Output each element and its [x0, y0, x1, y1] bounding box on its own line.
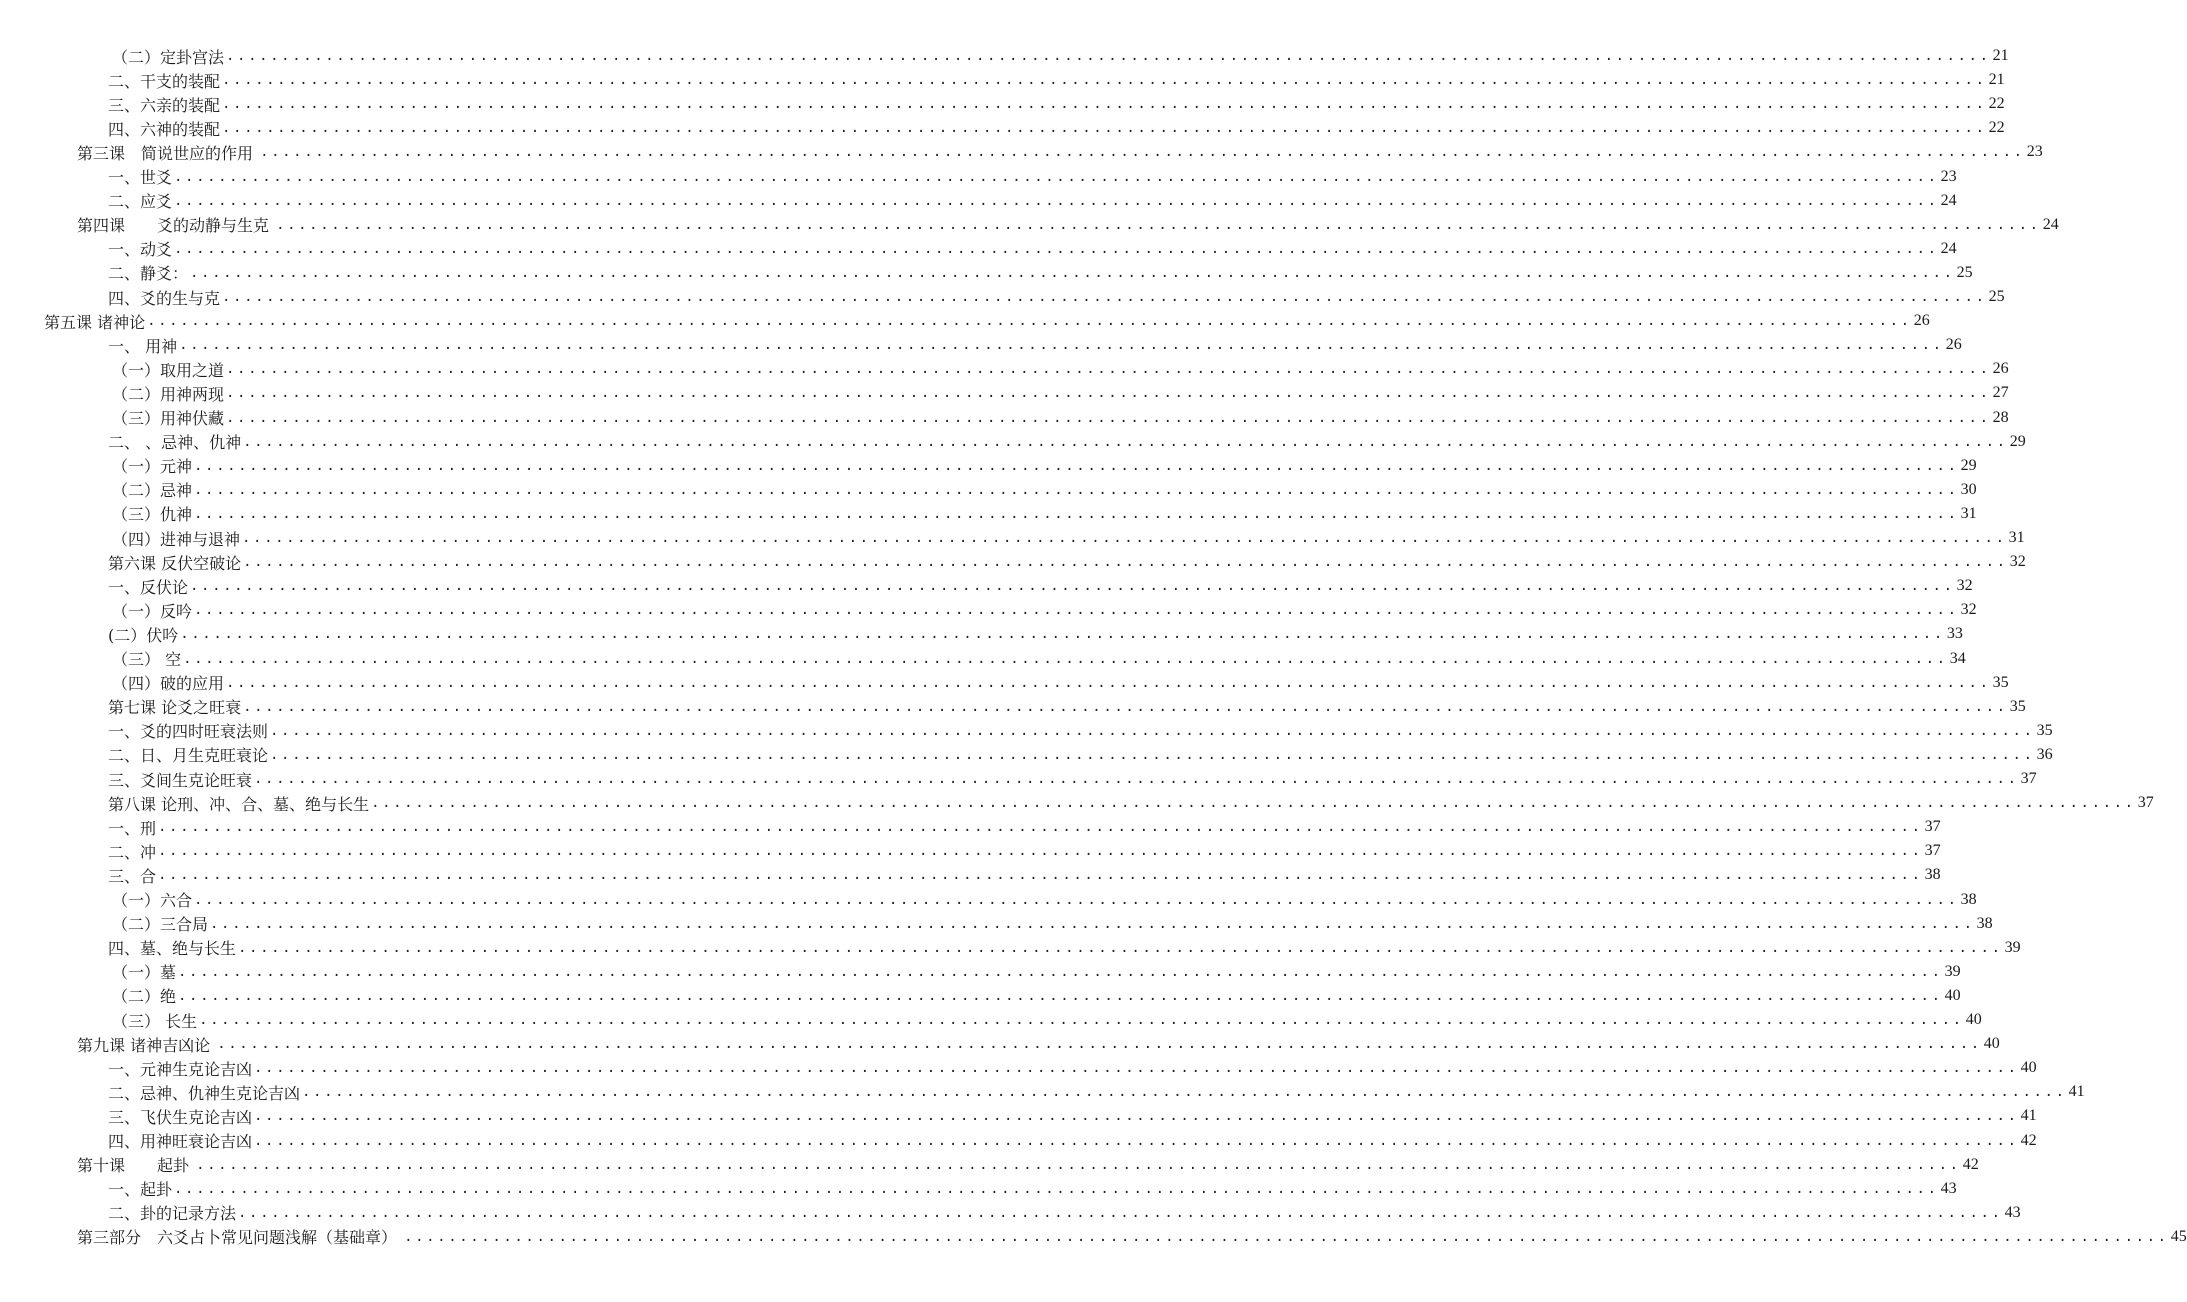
toc-entry-title: 一、反伏论	[108, 577, 189, 597]
toc-dot-leader: ................................................................................................................................................................	[183, 650, 1948, 667]
toc-dot-leader: ................................................................................................................................................................	[217, 1036, 1982, 1053]
toc-page-number: 29	[2009, 432, 2026, 450]
toc-page-number: 41	[2068, 1083, 2085, 1101]
toc-entry-title: 二、日、月生克旺衰论	[108, 746, 269, 766]
toc-entry[interactable]	[112, 406, 2009, 430]
toc-page-number: 21	[1988, 71, 2005, 89]
toc-entry-title: 一、 用神	[108, 336, 178, 356]
toc-entry-title: 二、干支的装配	[108, 71, 221, 91]
toc-dot-leader: ................................................................................................................................................................	[158, 843, 1923, 860]
toc-page-number: 38	[1976, 914, 1993, 932]
toc-entry-title: 四、用神旺衰论吉凶	[108, 1132, 253, 1151]
toc-entry[interactable]	[112, 381, 2009, 405]
toc-dot-leader: ................................................................................................................................................................	[158, 867, 1923, 884]
toc-entry-title: 三、合	[108, 866, 157, 886]
toc-dot-leader: ................................................................................................................................................................	[254, 1108, 2019, 1125]
toc-page-number: 35	[2036, 721, 2053, 739]
toc-page-number: 35	[2009, 697, 2026, 715]
toc-entry[interactable]	[108, 430, 2026, 454]
toc-page-number: 23	[1940, 167, 1957, 185]
toc-entry-title: （一）取用之道	[112, 360, 225, 380]
toc-entry-title: （一）反吟	[112, 601, 193, 621]
toc-dot-leader: ................................................................................................................................................................	[260, 144, 2025, 161]
toc-entry[interactable]	[112, 598, 1977, 622]
toc-page-number: 42	[2020, 1131, 2037, 1149]
toc-entry-title: (二）伏吟	[108, 625, 179, 645]
toc-entry[interactable]	[108, 1201, 2021, 1225]
toc-entry[interactable]	[108, 1129, 2037, 1153]
toc-page-number: 28	[1992, 408, 2009, 426]
toc-page-number: 24	[2042, 215, 2059, 233]
toc-page-number: 40	[1944, 986, 1961, 1004]
toc-dot-leader: ................................................................................................................................................................	[226, 674, 1991, 691]
toc-entry[interactable]	[112, 454, 1977, 478]
toc-page-number: 35	[1992, 673, 2009, 691]
toc-dot-leader: ................................................................................................................................................................	[243, 698, 2008, 715]
toc-entry-title: （三） 空	[112, 650, 182, 669]
toc-entry-title: 三、六亲的装配	[108, 95, 221, 115]
toc-dot-leader: ................................................................................................................................................................	[147, 313, 1912, 330]
toc-dot-leader: ................................................................................................................................................................	[302, 1084, 2067, 1101]
toc-dot-leader: ................................................................................................................................................................	[210, 915, 1975, 932]
toc-page-number: 31	[1960, 504, 1977, 522]
toc-dot-leader: ................................................................................................................................................................	[242, 530, 2007, 546]
toc-dot-leader: ................................................................................................................................................................	[190, 578, 1955, 595]
toc-entry[interactable]	[112, 478, 1977, 502]
toc-dot-leader: ................................................................................................................................................................	[270, 722, 2035, 739]
toc-entry[interactable]	[108, 574, 1973, 598]
toc-entry-title: 二、忌神、仇神生克论吉凶	[108, 1083, 301, 1103]
toc-dot-leader: ................................................................................................................................................................	[254, 1060, 2019, 1077]
toc-entry-title: 二、 、忌神、仇神	[108, 433, 242, 453]
toc-entry[interactable]	[112, 671, 2009, 695]
toc-page-number: 32	[1960, 601, 1977, 619]
toc-entry-title: 二、卦的记录方法	[108, 1204, 237, 1224]
toc-page-number: 25	[1988, 288, 2005, 305]
toc-entry[interactable]	[108, 936, 2021, 960]
toc-dot-leader: ................................................................................................................................................................	[174, 168, 1939, 185]
toc-dot-leader: ................................................................................................................................................................	[222, 120, 1987, 137]
toc-entry[interactable]	[77, 213, 2059, 237]
toc-entry[interactable]	[108, 863, 1941, 887]
toc-page-number: 21	[1992, 47, 2009, 64]
toc-entry-title: 一、世爻	[108, 168, 173, 187]
toc-dot-leader: ................................................................................................................................................................	[190, 264, 1955, 281]
toc-entry-title: 第四课 爻的动静与生克	[77, 216, 275, 236]
toc-dot-leader: ................................................................................................................................................................	[222, 289, 1987, 305]
toc-dot-leader: ................................................................................................................................................................	[371, 795, 2136, 812]
toc-entry[interactable]	[112, 1008, 1982, 1032]
toc-entry-title: 第八课 论刑、冲、合、墓、绝与长生	[108, 794, 370, 814]
toc-dot-leader: ................................................................................................................................................................	[196, 1156, 1961, 1173]
toc-entry[interactable]	[77, 1225, 2187, 1249]
toc-entry-title: 第十课 起卦	[77, 1156, 195, 1176]
toc-dot-leader: ................................................................................................................................................................	[276, 216, 2041, 233]
toc-page-number: 32	[1956, 577, 1973, 595]
toc-dot-leader: ................................................................................................................................................................	[238, 939, 2003, 956]
toc-page-number: 32	[2009, 553, 2026, 571]
toc-entry[interactable]	[112, 44, 2009, 68]
toc-dot-leader: ................................................................................................................................................................	[226, 48, 1991, 64]
toc-page-number: 38	[1960, 890, 1977, 908]
toc-entry-title: （三）用神伏藏	[112, 409, 225, 428]
toc-entry-title: 四、墓、绝与长生	[108, 939, 237, 959]
toc-page-number: 27	[1992, 384, 2009, 402]
toc-entry-title: 第三部分 六爻占卜常见问题浅解（基础章）	[77, 1228, 403, 1248]
toc-entry[interactable]	[108, 165, 1957, 189]
toc-dot-leader: ................................................................................................................................................................	[179, 337, 1944, 354]
toc-entry-title: （三）仇神	[112, 505, 193, 525]
toc-dot-leader: ................................................................................................................................................................	[174, 1180, 1939, 1197]
toc-entry-title: （四）进神与退神	[112, 529, 241, 549]
toc-dot-leader: ................................................................................................................................................................	[226, 361, 1991, 378]
toc-entry[interactable]	[112, 960, 1961, 984]
toc-page-number: 43	[1940, 1179, 1957, 1197]
toc-entry-title: 一、元神生克论吉凶	[108, 1059, 253, 1079]
toc-entry[interactable]	[108, 261, 1973, 285]
toc-page-number: 38	[1924, 866, 1941, 884]
toc-entry[interactable]	[108, 68, 2005, 92]
toc-entry[interactable]	[108, 116, 2005, 140]
toc-entry-title: 一、爻的四时旺衰法则	[108, 722, 269, 742]
toc-entry[interactable]	[108, 791, 2154, 815]
toc-page-number: 39	[1944, 962, 1961, 980]
toc-entry[interactable]	[108, 550, 2026, 574]
toc-entry-title: （二）绝	[112, 987, 177, 1007]
toc-dot-leader: ................................................................................................................................................................	[174, 192, 1939, 209]
toc-entry-title: 四、六神的装配	[108, 119, 221, 139]
toc-entry-title: （四）破的应用	[112, 674, 225, 694]
toc-entry-title: 二、静爻：	[108, 264, 189, 284]
toc-page-number: 39	[2004, 938, 2021, 956]
toc-dot-leader: ................................................................................................................................................................	[194, 505, 1959, 522]
toc-entry[interactable]	[108, 285, 2005, 309]
toc-entry[interactable]	[112, 984, 1961, 1008]
toc-page-number: 26	[1945, 336, 1962, 354]
toc-entry-title: （二）用神两现	[112, 384, 225, 404]
toc-entry[interactable]	[108, 839, 1941, 863]
toc-entry-title: 第七课 论爻之旺衰	[108, 698, 242, 718]
toc-entry[interactable]	[77, 1153, 1979, 1177]
toc-entry-title: 三、飞伏生克论吉凶	[108, 1107, 253, 1127]
toc-entry[interactable]	[108, 695, 2026, 719]
toc-page-number: 40	[2020, 1059, 2037, 1077]
toc-entry[interactable]	[112, 502, 1977, 526]
toc-dot-leader: ................................................................................................................................................................	[180, 626, 1945, 643]
toc-entry-title: （一）六合	[112, 891, 193, 910]
toc-entry[interactable]	[108, 92, 2005, 116]
toc-page-number: 37	[2137, 794, 2154, 812]
toc-entry-title: （二）三合局	[112, 915, 209, 935]
toc-page-number: 31	[2008, 529, 2025, 546]
toc-page-number: 37	[1924, 818, 1941, 836]
toc-page-number: 34	[1949, 649, 1966, 667]
toc-entry[interactable]	[112, 912, 1993, 936]
toc-dot-leader: ................................................................................................................................................................	[222, 96, 1987, 113]
toc-entry[interactable]	[108, 189, 1957, 213]
toc-page-number: 41	[2020, 1107, 2037, 1125]
toc-page-number: 45	[2170, 1227, 2187, 1245]
toc-page-number: 33	[1946, 625, 1963, 643]
toc-page-number: 36	[2036, 745, 2053, 763]
toc-dot-leader: ................................................................................................................................................................	[174, 240, 1939, 257]
toc-entry[interactable]	[108, 1056, 2037, 1080]
toc-entry[interactable]	[108, 767, 2037, 791]
toc-entry[interactable]	[108, 815, 1941, 839]
toc-entry[interactable]	[112, 647, 1966, 671]
toc-entry-title: 二、应爻	[108, 192, 173, 212]
toc-dot-leader: ................................................................................................................................................................	[194, 602, 1959, 619]
toc-page-number: 43	[2004, 1203, 2021, 1221]
toc-entry[interactable]	[77, 1032, 2000, 1056]
toc-page-number: 30	[1960, 480, 1977, 498]
toc-dot-leader: ................................................................................................................................................................	[178, 963, 1943, 980]
toc-page-number: 24	[1940, 191, 1957, 209]
toc-dot-leader: ................................................................................................................................................................	[238, 1204, 2003, 1221]
toc-entry[interactable]	[108, 1104, 2037, 1128]
toc-page-number: 22	[1988, 95, 2005, 113]
toc-entry-title: （三） 长生	[112, 1011, 198, 1031]
toc-dot-leader: ................................................................................................................................................................	[404, 1228, 2169, 1245]
toc-dot-leader: ................................................................................................................................................................	[222, 72, 1987, 89]
toc-entry-title: （二）忌神	[112, 481, 193, 501]
toc-entry[interactable]	[108, 1177, 1957, 1201]
toc-dot-leader: ................................................................................................................................................................	[243, 554, 2008, 571]
toc-page-number: 37	[2020, 770, 2037, 787]
toc-entry-title: 三、爻间生克论旺衰	[108, 770, 253, 790]
toc-entry[interactable]	[112, 526, 2025, 550]
toc-entry-title: 第六课 反伏空破论	[108, 553, 242, 573]
toc-entry[interactable]	[108, 743, 2053, 767]
toc-entry-title: （二）定卦宫法	[112, 47, 225, 67]
toc-entry-title: （一）墓	[112, 963, 177, 983]
toc-page-number: 23	[2026, 143, 2043, 161]
toc-entry-title: 第三课 简说世应的作用	[77, 143, 259, 163]
toc-entry-title: 一、刑	[108, 818, 157, 838]
toc-entry-title: （一）元神	[112, 457, 193, 477]
toc-dot-leader: ................................................................................................................................................................	[194, 481, 1959, 498]
toc-entry-title: 第五课 诸神论	[44, 312, 146, 332]
toc-entry-title: 二、冲	[108, 842, 157, 862]
toc-entry-title: 一、动爻	[108, 240, 173, 260]
toc-page-number: 37	[1924, 842, 1941, 860]
toc-dot-leader: ................................................................................................................................................................	[243, 433, 2008, 450]
toc-entry[interactable]	[108, 333, 1962, 357]
toc-page-number: 29	[1960, 456, 1977, 474]
toc-dot-leader: ................................................................................................................................................................	[194, 891, 1959, 908]
toc-page-number: 24	[1940, 239, 1957, 257]
toc-page-number: 40	[1983, 1035, 2000, 1053]
toc-page-number: 25	[1956, 263, 1973, 281]
toc-entry-title: 四、爻的生与克	[108, 288, 221, 308]
toc-dot-leader: ................................................................................................................................................................	[178, 987, 1943, 1004]
toc-dot-leader: ................................................................................................................................................................	[194, 457, 1959, 474]
toc-dot-leader: ................................................................................................................................................................	[226, 385, 1991, 402]
toc-dot-leader: ................................................................................................................................................................	[254, 771, 2019, 787]
toc-entry-title: 一、起卦	[108, 1180, 173, 1200]
toc-dot-leader: ................................................................................................................................................................	[199, 1012, 1964, 1028]
toc-page-number: 26	[1913, 312, 1930, 330]
toc-entry[interactable]	[44, 309, 1930, 333]
toc-entry[interactable]	[112, 888, 1977, 912]
toc-entry[interactable]	[108, 719, 2053, 743]
toc-page-number: 26	[1992, 360, 2009, 378]
toc-page-number: 22	[1988, 119, 2005, 137]
toc-entry[interactable]	[112, 357, 2009, 381]
toc-entry-title: 第九课 诸神吉凶论	[77, 1035, 216, 1055]
toc-dot-leader: ................................................................................................................................................................	[254, 1132, 2019, 1149]
toc-dot-leader: ................................................................................................................................................................	[226, 409, 1991, 426]
toc-entry[interactable]	[108, 237, 1957, 261]
toc-entry[interactable]	[77, 140, 2043, 164]
toc-page-number: 42	[1962, 1155, 1979, 1173]
toc-dot-leader: ................................................................................................................................................................	[158, 819, 1923, 836]
toc-dot-leader: ................................................................................................................................................................	[270, 746, 2035, 763]
toc-entry[interactable]	[108, 622, 1963, 646]
toc-entry[interactable]	[108, 1080, 2085, 1104]
toc-page-number: 40	[1965, 1011, 1982, 1028]
